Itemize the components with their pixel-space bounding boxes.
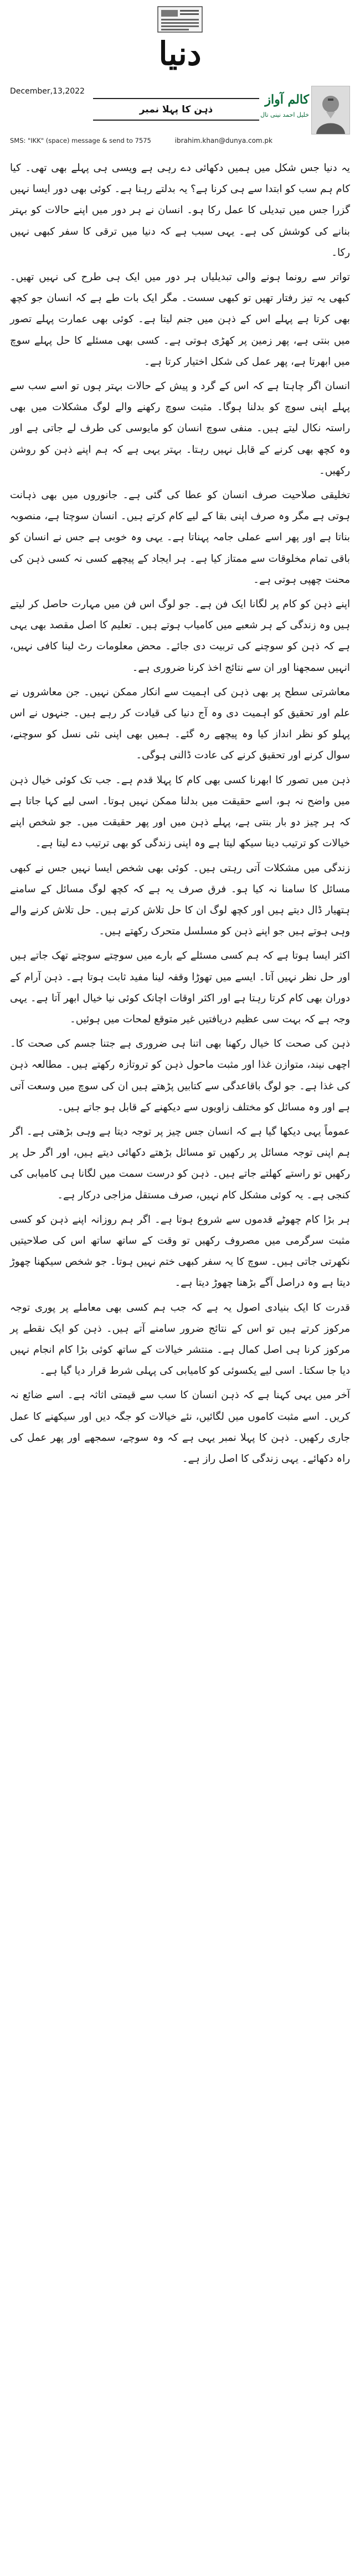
article-paragraph: معاشرتی سطح پر بھی ذہن کی اہمیت سے انکار ممکن نہیں۔ جن معاشروں نے علم اور تحقیق کو اہمیت دی وہ آج دنیا کی قیادت کر رہے ہیں۔ جنہوں نے اس پہلو کو نظر انداز کیا وہ پیچھے رہ گئے۔ ہمیں بھی اپنی نئی نسل کو سوچنے، سوال کرنے اور تحقیق کرنے کی عادت ڈالنی ہوگی۔: [10, 686, 350, 762]
article-paragraph: یہ دنیا جس شکل میں ہمیں دکھائی دے رہی ہے ویسی ہی پہلے بھی تھی۔ کیا کام ہم سب کو ابتدا سے ہی کرنا ہے؟ یہ بدلتے رہنا ہے۔ کوئی بھی دور ایسا نہیں گزرا جس میں تبدیلی کا عمل رکا ہو۔ انسان نے ہر دور میں اپنے حالات کو بہتر بنانے کی کوشش کی ہے۔ یہی سبب ہے کہ دنیا میں ترقی کا سفر کبھی نہیں رکا۔: [10, 162, 350, 258]
article-paragraph: زندگی میں مشکلات آتی رہتی ہیں۔ کوئی بھی شخص ایسا نہیں جس نے کبھی مسائل کا سامنا نہ کیا ہو۔ فرق صرف یہ ہے کہ کچھ لوگ مسائل کے سامنے ہتھیار ڈال دیتے ہیں اور کچھ لوگ ان کا حل تلاش کرتے ہیں۔ حل تلاش کرنے والے وہی ہوتے ہیں جو اپنے ذہن کو مسلسل متحرک رکھتے ہیں۔: [10, 862, 350, 938]
article-paragraph: تخلیقی صلاحیت صرف انسان کو عطا کی گئی ہے۔ جانوروں میں بھی ذہانت ہوتی ہے مگر وہ صرف اپنی بقا کے لیے کام کرتے ہیں۔ انسان سوچتا ہے، منصوبہ بناتا ہے اور پھر اسے عملی جامہ پہناتا ہے۔ یہی وہ خوبی ہے جس نے انسان کو باقی تمام مخلوقات سے ممتاز کیا ہے۔ ہر ایجاد کے پیچھے کسی نہ کسی ذہن کی محنت چھپی ہوتی ہے۔: [10, 489, 350, 586]
article-paragraph: قدرت کا ایک بنیادی اصول یہ ہے کہ جب ہم کسی بھی معاملے پر پوری توجہ مرکوز کرتے ہیں تو اس کے نتائج ضرور سامنے آتے ہیں۔ ذہن کو ایک نقطے پر مرکوز کرنا ہی اصل کمال ہے۔ منتشر خیالات کے ساتھ کوئی بڑا کام انجام نہیں دیا جا سکتا۔ اسی لیے یکسوئی کو کامیابی کی پہلی شرط قرار دیا گیا ہے۔: [10, 1301, 350, 1377]
publish-date: December,13,2022: [10, 87, 85, 96]
author-email[interactable]: ibrahim.khan@dunya.com.pk: [174, 137, 272, 144]
article-paragraph: انسان اگر چاہتا ہے کہ اس کے گرد و پیش کے حالات بہتر ہوں تو اسے سب سے پہلے اپنی سوچ کو بدلنا ہوگا۔ مثبت سوچ رکھنے والے لوگ مشکلات میں بھی راستہ نکال لیتے ہیں۔ منفی سوچ انسان کو مایوسی کی طرف لے جاتی ہے اور وہ کچھ بھی کرنے کے قابل نہیں رہتا۔ بہتر یہی ہے کہ ہم اپنے ذہن کو روشن رکھیں۔: [10, 380, 350, 477]
column-logo: کالم آواز: [265, 92, 309, 107]
column-header: [10, 86, 350, 147]
masthead-logo: دنیا: [158, 35, 202, 73]
article-paragraph: تواتر سے رونما ہونے والی تبدیلیاں ہر دور میں ایک ہی طرح کی نہیں تھیں۔ کبھی یہ تیز رفتار تھیں تو کبھی سست۔ مگر ایک بات طے ہے کہ انسان جو کچھ بھی کرتا ہے پہلے اس کے ذہن میں جنم لیتا ہے۔ کوئی بھی عمارت پہلے تصور میں بنتی ہے، پھر زمین پر کھڑی ہوتی ہے۔ کسی بھی مسئلے کا حل پہلے سوچ میں ابھرتا ہے، پھر عمل کی شکل اختیار کرتا ہے۔: [10, 271, 350, 368]
column-title: ذہن کا پہلا نمبر: [93, 98, 259, 121]
article-body: [10, 158, 350, 2554]
masthead: [138, 3, 222, 73]
sms-contact: SMS: "IKK" (space) message & send to 7575: [10, 137, 151, 144]
article-paragraph: عموماً یہی دیکھا گیا ہے کہ انسان جس چیز پر توجہ دیتا ہے وہی بڑھتی ہے۔ اگر ہم اپنی توجہ مسائل پر رکھیں تو مسائل بڑھتے دکھائی دیتے ہیں، اور اگر حل پر رکھیں تو راستے کھلتے جاتے ہیں۔ ذہن کو درست سمت میں لگانا ہی کامیابی کی کنجی ہے۔ یہ کوئی مشکل کام نہیں، صرف مستقل مزاجی درکار ہے۔: [10, 1125, 350, 1201]
author-name: خلیل احمد نینی تال: [260, 111, 309, 118]
author-portrait-icon: [312, 86, 349, 134]
article-paragraph: اکثر ایسا ہوتا ہے کہ ہم کسی مسئلے کے بارے میں سوچتے سوچتے تھک جاتے ہیں اور حل نظر نہیں آتا۔ ایسے میں تھوڑا وقفہ لینا مفید ثابت ہوتا ہے۔ ذہن آرام کے دوران بھی کام کرتا رہتا ہے اور اکثر اوقات اچانک کوئی نیا خیال ابھر آتا ہے۔ یہی وجہ ہے کہ بہت سی عظیم دریافتیں غیر متوقع لمحات میں ہوئیں۔: [10, 950, 350, 1025]
newspaper-masthead-icon: [147, 3, 213, 37]
article-paragraph: اپنے ذہن کو کام پر لگانا ایک فن ہے۔ جو لوگ اس فن میں مہارت حاصل کر لیتے ہیں وہ زندگی کے ہر شعبے میں کامیاب ہوتے ہیں۔ تعلیم کا اصل مقصد بھی یہی ہے کہ ذہن کو سوچنے کی تربیت دی جائے۔ محض معلومات رٹ لینا کافی نہیں، انہیں سمجھنا اور ان سے نتائج اخذ کرنا ضروری ہے۔: [10, 598, 350, 674]
article-paragraph: آخر میں یہی کہنا ہے کہ ذہن انسان کا سب سے قیمتی اثاثہ ہے۔ اسے ضائع نہ کریں۔ اسے مثبت کاموں میں لگائیں، نئے خیالات کو جگہ دیں اور سیکھنے کا عمل جاری رکھیں۔ ذہن کا پہلا نمبر یہی ہے کہ وہ سوچے، سمجھے اور پھر عمل کی راہ دکھائے۔ یہی زندگی کا اصل راز ہے۔: [10, 1389, 350, 1465]
article-paragraph: ذہن میں تصور کا ابھرنا کسی بھی کام کا پہلا قدم ہے۔ جب تک کوئی خیال ذہن میں واضح نہ ہو، اسے حقیقت میں بدلنا ممکن نہیں ہوتا۔ اسی لیے کہا جاتا ہے کہ ہر چیز دو بار بنتی ہے، پہلے ذہن میں اور پھر حقیقت میں۔ جو شخص اپنے خیالات کو ترتیب دینا سیکھ لیتا ہے وہ اپنی زندگی کو بھی ترتیب دے لیتا ہے۔: [10, 774, 350, 850]
author-portrait: [311, 86, 350, 135]
article-paragraph: ہر بڑا کام چھوٹے قدموں سے شروع ہوتا ہے۔ اگر ہم روزانہ اپنے ذہن کو کسی مثبت سرگرمی میں مصروف رکھیں تو وقت کے ساتھ ساتھ اس کی صلاحیتیں نکھرتی جاتی ہیں۔ سوچ کا یہ سفر کبھی ختم نہیں ہوتا۔ جو شخص سیکھنا چھوڑ دیتا ہے وہ دراصل آگے بڑھنا چھوڑ دیتا ہے۔: [10, 1213, 350, 1289]
byline: [256, 86, 350, 136]
article-paragraph: ذہن کی صحت کا خیال رکھنا بھی اتنا ہی ضروری ہے جتنا جسم کی صحت کا۔ اچھی نیند، متوازن غذا اور مثبت ماحول ذہن کو تروتازہ رکھتے ہیں۔ مطالعہ ذہن کی غذا ہے۔ جو لوگ باقاعدگی سے کتابیں پڑھتے ہیں ان کی سوچ میں وسعت آتی ہے اور وہ مسائل کو مختلف زاویوں سے دیکھنے کے قابل ہو جاتے ہیں۔: [10, 1038, 350, 1113]
